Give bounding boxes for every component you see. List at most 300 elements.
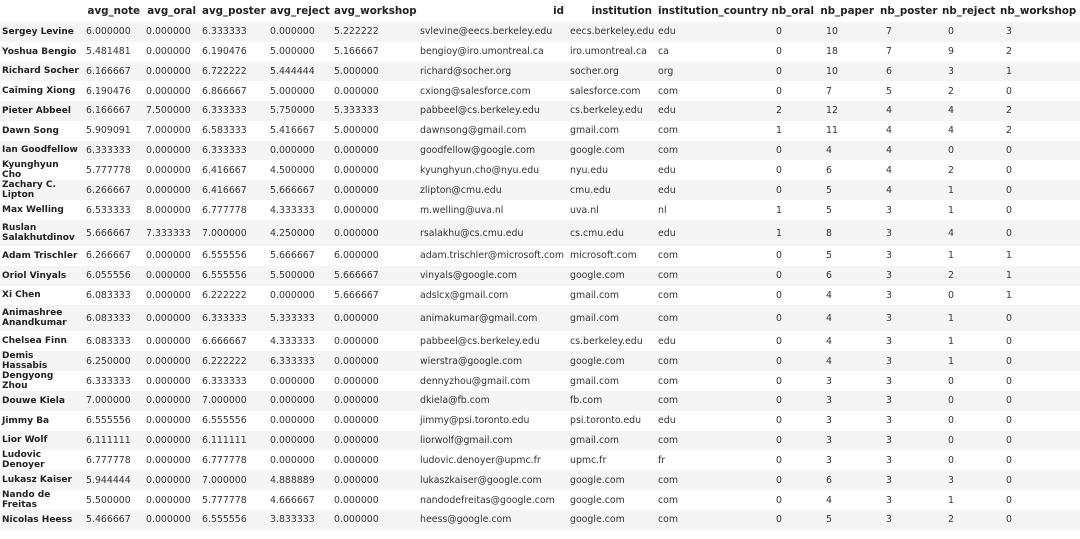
cell-nb-poster: 4: [878, 160, 940, 180]
cell-avg-reject: 0.000000: [268, 371, 332, 391]
cell-institution-country: edu: [656, 22, 768, 42]
cell-avg-reject: 0.000000: [268, 391, 332, 411]
row-index-name: Animashree Anandkumar: [0, 305, 84, 331]
table-header: [0, 0, 1080, 22]
cell-id: adam.trischler@microsoft.com: [418, 246, 568, 266]
table-row: [0, 141, 1080, 161]
cell-avg-note: 6.777778: [84, 450, 144, 470]
cell-nb-paper: 11: [818, 121, 878, 141]
cell-nb-oral: 0: [768, 141, 818, 161]
column-header-avg-oral: avg_oral: [144, 0, 200, 22]
cell-id: bengioy@iro.umontreal.ca: [418, 42, 568, 62]
cell-avg-oral: 7.500000: [144, 101, 200, 121]
cell-avg-reject: 5.750000: [268, 101, 332, 121]
cell-avg-reject: 4.500000: [268, 160, 332, 180]
cell-institution-country: com: [656, 431, 768, 451]
cell-nb-workshop: 0: [998, 371, 1080, 391]
cell-avg-poster: 5.777778: [200, 490, 268, 510]
cell-nb-poster: 7: [878, 22, 940, 42]
cell-nb-oral: 0: [768, 266, 818, 286]
column-header-avg-reject: avg_reject: [268, 0, 332, 22]
cell-nb-paper: 4: [818, 141, 878, 161]
cell-id: dennyzhou@gmail.com: [418, 371, 568, 391]
cell-institution-country: edu: [656, 331, 768, 351]
cell-nb-reject: 1: [940, 246, 998, 266]
cell-nb-oral: 1: [768, 220, 818, 246]
cell-avg-poster: 6.190476: [200, 42, 268, 62]
cell-institution-country: com: [656, 305, 768, 331]
cell-institution-country: org: [656, 62, 768, 82]
cell-avg-poster: 7.000000: [200, 391, 268, 411]
cell-institution-country: edu: [656, 180, 768, 200]
cell-institution-country: edu: [656, 411, 768, 431]
cell-institution: cmu.edu: [568, 180, 656, 200]
cell-nb-poster: 3: [878, 411, 940, 431]
cell-nb-paper: 3: [818, 411, 878, 431]
table-row: [0, 411, 1080, 431]
cell-nb-reject: 0: [940, 391, 998, 411]
cell-nb-reject: 0: [940, 22, 998, 42]
table-row: [0, 470, 1080, 490]
cell-institution: psi.toronto.edu: [568, 411, 656, 431]
cell-avg-workshop: 6.000000: [332, 246, 418, 266]
row-index-name: Caiming Xiong: [0, 81, 84, 101]
cell-nb-paper: 6: [818, 470, 878, 490]
column-header-nb-reject: nb_reject: [940, 0, 998, 22]
cell-nb-poster: 3: [878, 331, 940, 351]
column-header-index: [0, 0, 84, 22]
row-index-name: Dengyong Zhou: [0, 371, 84, 391]
cell-nb-workshop: 0: [998, 331, 1080, 351]
cell-avg-oral: 0.000000: [144, 266, 200, 286]
row-index-name: Max Welling: [0, 200, 84, 220]
cell-avg-workshop: 0.000000: [332, 141, 418, 161]
cell-avg-poster: 7.000000: [200, 470, 268, 490]
cell-nb-paper: 4: [818, 351, 878, 371]
cell-id: jimmy@psi.toronto.edu: [418, 411, 568, 431]
cell-avg-note: 6.190476: [84, 81, 144, 101]
cell-avg-workshop: 0.000000: [332, 490, 418, 510]
cell-institution-country: com: [656, 81, 768, 101]
cell-avg-oral: 0.000000: [144, 305, 200, 331]
cell-nb-poster: 3: [878, 510, 940, 530]
cell-nb-workshop: 0: [998, 351, 1080, 371]
table-row: [0, 220, 1080, 246]
row-index-name: Nando de Freitas: [0, 490, 84, 510]
cell-institution-country: edu: [656, 220, 768, 246]
cell-nb-oral: 0: [768, 62, 818, 82]
cell-institution: google.com: [568, 266, 656, 286]
cell-nb-paper: 18: [818, 42, 878, 62]
cell-avg-note: 7.000000: [84, 391, 144, 411]
cell-nb-workshop: 1: [998, 62, 1080, 82]
cell-nb-oral: 0: [768, 391, 818, 411]
cell-avg-workshop: 0.000000: [332, 411, 418, 431]
cell-institution-country: fr: [656, 450, 768, 470]
cell-avg-workshop: 0.000000: [332, 450, 418, 470]
cell-institution: google.com: [568, 351, 656, 371]
cell-avg-note: 6.333333: [84, 141, 144, 161]
cell-nb-paper: 8: [818, 220, 878, 246]
cell-nb-oral: 0: [768, 371, 818, 391]
cell-avg-oral: 0.000000: [144, 331, 200, 351]
cell-institution: cs.berkeley.edu: [568, 101, 656, 121]
cell-nb-reject: 1: [940, 200, 998, 220]
cell-avg-workshop: 5.666667: [332, 286, 418, 306]
cell-nb-poster: 3: [878, 246, 940, 266]
cell-nb-paper: 5: [818, 180, 878, 200]
cell-nb-reject: 3: [940, 62, 998, 82]
cell-nb-oral: 1: [768, 121, 818, 141]
cell-nb-oral: 0: [768, 246, 818, 266]
cell-avg-workshop: 5.222222: [332, 22, 418, 42]
row-index-name: Ludovic Denoyer: [0, 450, 84, 470]
cell-id: m.welling@uva.nl: [418, 200, 568, 220]
cell-institution: uva.nl: [568, 200, 656, 220]
cell-nb-poster: 5: [878, 81, 940, 101]
cell-avg-note: 5.909091: [84, 121, 144, 141]
row-index-name: Nicolas Heess: [0, 510, 84, 530]
row-index-name: Lior Wolf: [0, 431, 84, 451]
cell-avg-poster: 6.333333: [200, 101, 268, 121]
row-index-name: Kyunghyun Cho: [0, 160, 84, 180]
cell-avg-poster: 6.416667: [200, 160, 268, 180]
cell-institution-country: com: [656, 351, 768, 371]
cell-avg-poster: 6.333333: [200, 305, 268, 331]
cell-avg-oral: 0.000000: [144, 62, 200, 82]
row-index-name: Ruslan Salakhutdinov: [0, 220, 84, 246]
cell-nb-workshop: 1: [998, 286, 1080, 306]
cell-institution-country: com: [656, 470, 768, 490]
cell-avg-oral: 0.000000: [144, 246, 200, 266]
cell-nb-paper: 3: [818, 391, 878, 411]
cell-avg-reject: 5.333333: [268, 305, 332, 331]
cell-institution: google.com: [568, 490, 656, 510]
cell-institution: iro.umontreal.ca: [568, 42, 656, 62]
cell-avg-reject: 6.333333: [268, 351, 332, 371]
cell-nb-reject: 2: [940, 81, 998, 101]
cell-nb-poster: 7: [878, 42, 940, 62]
column-header-nb-poster: nb_poster: [878, 0, 940, 22]
cell-avg-oral: 0.000000: [144, 180, 200, 200]
cell-avg-poster: 6.222222: [200, 286, 268, 306]
cell-avg-reject: 4.333333: [268, 200, 332, 220]
cell-institution-country: com: [656, 391, 768, 411]
cell-nb-reject: 4: [940, 101, 998, 121]
cell-nb-paper: 4: [818, 305, 878, 331]
cell-avg-poster: 6.555556: [200, 510, 268, 530]
cell-nb-oral: 0: [768, 490, 818, 510]
cell-avg-oral: 0.000000: [144, 371, 200, 391]
cell-avg-oral: 0.000000: [144, 286, 200, 306]
table-row: [0, 351, 1080, 371]
cell-avg-oral: 0.000000: [144, 510, 200, 530]
cell-id: cxiong@salesforce.com: [418, 81, 568, 101]
cell-id: heess@google.com: [418, 510, 568, 530]
cell-avg-reject: 5.666667: [268, 180, 332, 200]
cell-nb-paper: 6: [818, 266, 878, 286]
cell-avg-reject: 0.000000: [268, 411, 332, 431]
cell-avg-reject: 4.888889: [268, 470, 332, 490]
table-row: [0, 450, 1080, 470]
cell-institution: cs.cmu.edu: [568, 220, 656, 246]
cell-institution-country: ca: [656, 42, 768, 62]
cell-nb-reject: 9: [940, 42, 998, 62]
cell-avg-poster: 6.111111: [200, 431, 268, 451]
table-row: [0, 62, 1080, 82]
cell-id: zlipton@cmu.edu: [418, 180, 568, 200]
cell-avg-workshop: 5.666667: [332, 266, 418, 286]
cell-nb-workshop: 0: [998, 200, 1080, 220]
cell-id: richard@socher.org: [418, 62, 568, 82]
cell-nb-poster: 3: [878, 490, 940, 510]
cell-nb-poster: 3: [878, 371, 940, 391]
table-row: [0, 266, 1080, 286]
cell-nb-reject: 0: [940, 371, 998, 391]
cell-avg-reject: 0.000000: [268, 431, 332, 451]
cell-nb-paper: 10: [818, 22, 878, 42]
cell-nb-poster: 6: [878, 62, 940, 82]
cell-institution: google.com: [568, 141, 656, 161]
cell-avg-note: 6.000000: [84, 22, 144, 42]
cell-institution: microsoft.com: [568, 246, 656, 266]
cell-nb-poster: 3: [878, 450, 940, 470]
cell-avg-workshop: 5.000000: [332, 121, 418, 141]
cell-institution-country: com: [656, 266, 768, 286]
table-row: [0, 510, 1080, 530]
row-index-name: Lukasz Kaiser: [0, 470, 84, 490]
cell-avg-workshop: 0.000000: [332, 431, 418, 451]
cell-institution-country: com: [656, 286, 768, 306]
cell-avg-oral: 7.000000: [144, 121, 200, 141]
cell-nb-paper: 3: [818, 450, 878, 470]
table-row: [0, 180, 1080, 200]
cell-id: adslcx@gmail.com: [418, 286, 568, 306]
cell-avg-poster: 6.416667: [200, 180, 268, 200]
cell-avg-workshop: 0.000000: [332, 200, 418, 220]
table-row: [0, 371, 1080, 391]
cell-nb-paper: 5: [818, 200, 878, 220]
cell-nb-paper: 4: [818, 331, 878, 351]
cell-avg-note: 6.055556: [84, 266, 144, 286]
cell-nb-poster: 3: [878, 266, 940, 286]
table-row: [0, 160, 1080, 180]
cell-avg-note: 6.333333: [84, 371, 144, 391]
cell-nb-reject: 0: [940, 286, 998, 306]
cell-avg-workshop: 0.000000: [332, 220, 418, 246]
cell-avg-oral: 0.000000: [144, 411, 200, 431]
row-index-name: Douwe Kiela: [0, 391, 84, 411]
cell-institution-country: com: [656, 246, 768, 266]
cell-nb-reject: 1: [940, 180, 998, 200]
row-index-name: Adam Trischler: [0, 246, 84, 266]
cell-avg-oral: 7.333333: [144, 220, 200, 246]
cell-institution: cs.berkeley.edu: [568, 331, 656, 351]
cell-nb-paper: 12: [818, 101, 878, 121]
cell-institution: upmc.fr: [568, 450, 656, 470]
cell-nb-reject: 4: [940, 220, 998, 246]
cell-avg-note: 5.481481: [84, 42, 144, 62]
cell-nb-reject: 0: [940, 411, 998, 431]
cell-avg-workshop: 0.000000: [332, 81, 418, 101]
cell-nb-workshop: 2: [998, 101, 1080, 121]
cell-institution-country: com: [656, 141, 768, 161]
table-row: [0, 101, 1080, 121]
table-row: [0, 391, 1080, 411]
cell-avg-poster: 6.333333: [200, 141, 268, 161]
cell-avg-oral: 0.000000: [144, 141, 200, 161]
cell-institution-country: edu: [656, 101, 768, 121]
cell-nb-oral: 0: [768, 510, 818, 530]
cell-nb-reject: 0: [940, 141, 998, 161]
cell-nb-workshop: 0: [998, 411, 1080, 431]
cell-avg-note: 6.166667: [84, 101, 144, 121]
cell-avg-workshop: 0.000000: [332, 510, 418, 530]
cell-nb-oral: 0: [768, 431, 818, 451]
cell-nb-workshop: 0: [998, 81, 1080, 101]
cell-nb-workshop: 0: [998, 391, 1080, 411]
cell-nb-workshop: 2: [998, 121, 1080, 141]
cell-nb-workshop: 0: [998, 431, 1080, 451]
cell-institution-country: com: [656, 490, 768, 510]
cell-nb-workshop: 1: [998, 266, 1080, 286]
cell-nb-paper: 5: [818, 510, 878, 530]
cell-id: kyunghyun.cho@nyu.edu: [418, 160, 568, 180]
cell-avg-poster: 6.555556: [200, 246, 268, 266]
cell-nb-paper: 6: [818, 160, 878, 180]
cell-nb-oral: 0: [768, 351, 818, 371]
cell-avg-workshop: 0.000000: [332, 160, 418, 180]
cell-nb-oral: 2: [768, 101, 818, 121]
cell-nb-workshop: 0: [998, 305, 1080, 331]
cell-avg-note: 6.083333: [84, 331, 144, 351]
cell-avg-reject: 0.000000: [268, 141, 332, 161]
row-index-name: Zachary C. Lipton: [0, 180, 84, 200]
row-index-name: Sergey Levine: [0, 22, 84, 42]
row-index-name: Ian Goodfellow: [0, 141, 84, 161]
cell-nb-reject: 0: [940, 431, 998, 451]
row-index-name: Pieter Abbeel: [0, 101, 84, 121]
cell-nb-workshop: 0: [998, 180, 1080, 200]
cell-avg-oral: 0.000000: [144, 450, 200, 470]
table-row: [0, 200, 1080, 220]
table-row: [0, 431, 1080, 451]
cell-id: pabbeel@cs.berkeley.edu: [418, 101, 568, 121]
table-row: [0, 81, 1080, 101]
cell-nb-oral: 0: [768, 42, 818, 62]
cell-avg-note: 6.533333: [84, 200, 144, 220]
cell-institution: gmail.com: [568, 121, 656, 141]
cell-institution: google.com: [568, 470, 656, 490]
cell-nb-reject: 2: [940, 510, 998, 530]
cell-avg-workshop: 0.000000: [332, 470, 418, 490]
cell-avg-workshop: 0.000000: [332, 391, 418, 411]
cell-id: svlevine@eecs.berkeley.edu: [418, 22, 568, 42]
row-index-name: Chelsea Finn: [0, 331, 84, 351]
cell-nb-poster: 3: [878, 305, 940, 331]
cell-institution: eecs.berkeley.edu: [568, 22, 656, 42]
table-row: [0, 22, 1080, 42]
cell-avg-note: 5.466667: [84, 510, 144, 530]
cell-id: liorwolf@gmail.com: [418, 431, 568, 451]
cell-nb-reject: 4: [940, 121, 998, 141]
row-index-name: Oriol Vinyals: [0, 266, 84, 286]
cell-institution: google.com: [568, 510, 656, 530]
cell-institution-country: com: [656, 371, 768, 391]
table-row: [0, 305, 1080, 331]
cell-nb-reject: 2: [940, 160, 998, 180]
cell-avg-oral: 0.000000: [144, 81, 200, 101]
table-row: [0, 42, 1080, 62]
cell-avg-reject: 5.416667: [268, 121, 332, 141]
cell-avg-note: 5.666667: [84, 220, 144, 246]
cell-avg-workshop: 0.000000: [332, 371, 418, 391]
cell-avg-note: 6.166667: [84, 62, 144, 82]
cell-nb-reject: 1: [940, 351, 998, 371]
cell-nb-oral: 0: [768, 331, 818, 351]
cell-id: rsalakhu@cs.cmu.edu: [418, 220, 568, 246]
cell-institution-country: com: [656, 510, 768, 530]
cell-avg-workshop: 0.000000: [332, 351, 418, 371]
cell-nb-paper: 4: [818, 286, 878, 306]
cell-id: dawnsong@gmail.com: [418, 121, 568, 141]
cell-nb-paper: 3: [818, 431, 878, 451]
cell-avg-workshop: 5.000000: [332, 62, 418, 82]
column-header-nb-paper: nb_paper: [818, 0, 878, 22]
cell-institution: socher.org: [568, 62, 656, 82]
cell-nb-oral: 0: [768, 470, 818, 490]
cell-nb-reject: 0: [940, 450, 998, 470]
column-header-avg-note: avg_note: [84, 0, 144, 22]
cell-avg-note: 5.944444: [84, 470, 144, 490]
table-row: [0, 490, 1080, 510]
column-header-avg-poster: avg_poster: [200, 0, 268, 22]
cell-avg-poster: 6.222222: [200, 351, 268, 371]
cell-avg-note: 6.250000: [84, 351, 144, 371]
cell-nb-workshop: 1: [998, 246, 1080, 266]
cell-nb-workshop: 0: [998, 450, 1080, 470]
cell-avg-oral: 0.000000: [144, 470, 200, 490]
cell-avg-poster: 7.000000: [200, 220, 268, 246]
cell-avg-reject: 5.000000: [268, 81, 332, 101]
cell-avg-reject: 5.444444: [268, 62, 332, 82]
row-index-name: Yoshua Bengio: [0, 42, 84, 62]
cell-avg-poster: 6.777778: [200, 450, 268, 470]
cell-institution: nyu.edu: [568, 160, 656, 180]
cell-avg-reject: 5.000000: [268, 42, 332, 62]
cell-id: goodfellow@google.com: [418, 141, 568, 161]
cell-nb-poster: 3: [878, 286, 940, 306]
cell-id: nandodefreitas@google.com: [418, 490, 568, 510]
cell-avg-note: 5.500000: [84, 490, 144, 510]
cell-nb-poster: 4: [878, 180, 940, 200]
cell-nb-poster: 3: [878, 391, 940, 411]
cell-nb-reject: 2: [940, 266, 998, 286]
column-header-institution-country: institution_country: [656, 0, 768, 22]
cell-avg-note: 6.266667: [84, 180, 144, 200]
row-index-name: Dawn Song: [0, 121, 84, 141]
cell-avg-oral: 8.000000: [144, 200, 200, 220]
cell-nb-reject: 1: [940, 490, 998, 510]
cell-id: wierstra@google.com: [418, 351, 568, 371]
row-index-name: Jimmy Ba: [0, 411, 84, 431]
cell-nb-reject: 3: [940, 470, 998, 490]
cell-nb-workshop: 0: [998, 141, 1080, 161]
cell-avg-oral: 0.000000: [144, 490, 200, 510]
table-row: [0, 331, 1080, 351]
cell-nb-poster: 3: [878, 431, 940, 451]
cell-id: lukaszkaiser@google.com: [418, 470, 568, 490]
